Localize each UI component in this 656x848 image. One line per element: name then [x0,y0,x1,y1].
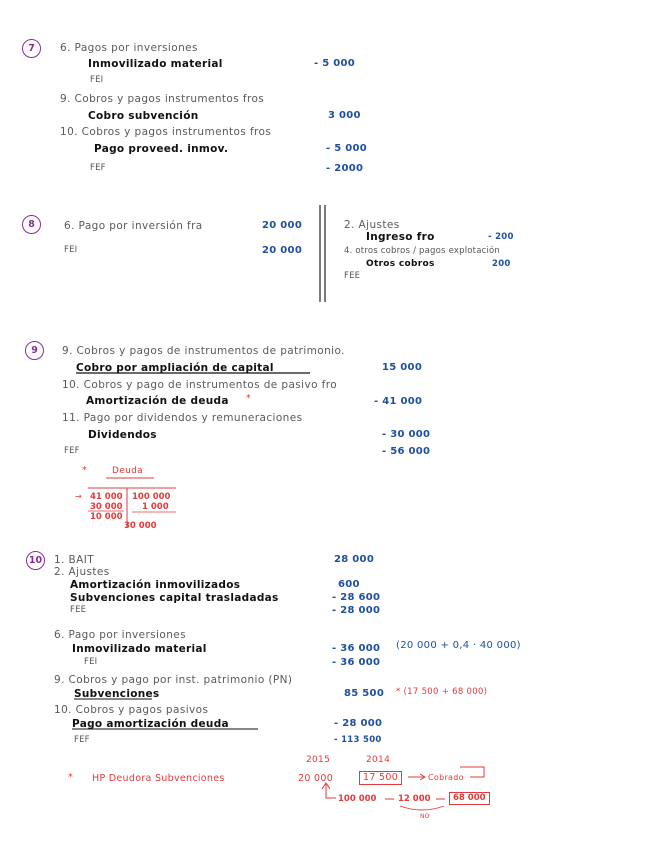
s8-right-5: FEE [344,271,361,281]
t-bottom: 30 000 [124,521,157,531]
t-account-star: * [82,465,88,476]
section-9-number: 9 [25,341,44,360]
s7-value-2: - 5 000 [314,58,356,69]
s10-line-10: Subvenciones [74,688,160,700]
hp-calc-1: 100 000 [338,794,377,804]
t-left-2: 30 000 [90,502,123,512]
s7-line-2: Inmovilizado material [88,58,223,70]
s10-value-13: - 113 500 [334,735,382,745]
s8-right-2: Ingreso fro [366,231,435,243]
hp-star: * [68,772,74,783]
s10-value-8: - 36 000 [332,657,381,668]
hp-value-2015: 20 000 [298,773,334,784]
s8-line-2: FEI [64,245,78,255]
s9-star: * [246,393,252,404]
s9-line-7: FEF [64,446,80,456]
t-left-1: 41 000 [90,492,123,502]
s8-right-4: Otros cobros [366,259,435,269]
s7-line-1: 6. Pagos por inversiones [60,42,198,54]
s10-line-1: 1. BAIT [54,554,95,566]
t-right-1: 100 000 [132,492,171,502]
section-10-number: 10 [26,551,45,570]
s7-value-8: - 2000 [326,163,364,174]
s10-value-10: 85 500 [344,688,385,699]
s10-line-3: Amortización inmovilizados [70,579,241,591]
hp-calc-3: 68 000 [449,792,490,805]
s9-line-2: Cobro por ampliación de capital [76,362,274,374]
s7-line-5: Cobro subvención [88,110,199,122]
hp-label: HP Deudora Subvenciones [92,773,225,784]
s8-right-value-4: 200 [492,259,511,269]
s8-value-2: 20 000 [262,245,303,256]
s8-right-1: 2. Ajustes [344,219,400,231]
hp-calc-subnote: NO [420,813,430,820]
s7-line-6: 10. Cobros y pagos instrumentos fros [60,126,272,138]
s8-value-1: 20 000 [262,220,303,231]
s8-right-3: 4. otros cobros / pagos explotación [344,246,501,256]
s10-line-5: FEE [70,605,87,615]
s10-line-13: FEF [74,735,90,745]
year-2015: 2015 [306,755,331,765]
s10-value-3: 600 [338,579,360,590]
s10-line-9: 9. Cobros y pago por inst. patrimonio (PN) [54,674,293,686]
s10-value-4: - 28 600 [332,592,381,603]
hp-calc-2: 12 000 [398,794,431,804]
year-2014: 2014 [366,755,391,765]
s7-value-7: - 5 000 [326,143,368,154]
s9-line-3: 10. Cobros y pago de instrumentos de pasivo fro [62,379,338,391]
s10-line-4: Subvenciones capital trasladadas [70,592,279,604]
s10-line-7: Inmovilizado material [72,643,207,655]
s9-line-4: Amortización de deuda [86,395,229,407]
section-8-number: 8 [22,215,41,234]
s7-line-7: Pago proveed. inmov. [94,143,229,155]
s8-line-1: 6. Pago por inversión fra [64,220,203,232]
s10-value-1: 28 000 [334,554,375,565]
s9-value-7: - 56 000 [382,446,431,457]
section-7-number: 7 [22,39,41,58]
s10-value-5: - 28 000 [332,605,381,616]
hp-cobrado: Cobrado [428,773,464,782]
s10-line-12: Pago amortización deuda [72,718,229,730]
s7-line-8: FEF [90,163,106,173]
s10-note-10: * (17 500 + 68 000) [396,687,488,697]
s10-note-7: (20 000 + 0,4 · 40 000) [396,640,521,651]
s7-line-4: 9. Cobros y pagos instrumentos fros [60,93,265,105]
s7-line-3: FEI [90,75,104,85]
notes-page: 7 6. Pagos por inversiones Inmovilizado material - 5 000 FEI 9. Cobros y pagos instrumentos fros Cobro subvención 3 000 10. Cobros y pagos instrumentos fros Pago proveed. inmov. - 5 000 FEF - 2000 8 6. Pago por inversión fra 20 000 FEI 20 000 2. Ajustes Ingreso fro - 200 4. otros cobros / pagos explotación Otros cobros 200 FEE 9 9. Cobros y pagos de instrumentos de patrimonio. Cobro por ampliación de capital 15 000 10. Cobros y pago de instrumentos de pasivo fro Amortización de deuda * - 41 000 11. Pago por dividendos y remuneraciones Dividendos - 30 000 FEF - 56 000 * Deuda → 41 000 30 000 10 000 100 000 1 000 30 000 10 1. BAIT 28 000 2. Ajustes Amortización inmovilizados 600 Subvenciones capital trasladadas - 28 600 FEE - 28 000 6. Pago por inversiones Inmovilizado material - 36 000 (20 000 + 0,4 · 40 000) FEI - 36 000 9. Cobros y pago por inst. patrimonio (PN) Subvenciones 85 500 * (17 500 + 68 000) 10. Cobros y pagos pasivos Pago amortización deuda - 28 000 FEF - 113 500 2015 2014 * HP Deudora Subvenciones 20 000 17 500 Cobrado 100 000 12 000 68 000 NO [0,0,656,848]
hp-value-2014: 17 500 [359,771,402,785]
s9-value-6: - 30 000 [382,429,431,440]
s7-value-5: 3 000 [328,110,361,121]
t-right-2: 1 000 [142,502,169,512]
s9-line-5: 11. Pago por dividendos y remuneraciones [62,412,303,424]
s9-line-1: 9. Cobros y pagos de instrumentos de patrimonio. [62,345,345,357]
s10-line-6: 6. Pago por inversiones [54,629,186,641]
s8-right-value-2: - 200 [488,232,514,242]
s9-line-6: Dividendos [88,429,157,441]
s10-line-2: 2. Ajustes [54,566,110,578]
s10-value-7: - 36 000 [332,643,381,654]
t-account-title: Deuda [112,466,143,476]
s9-value-4: - 41 000 [374,396,423,407]
s10-line-11: 10. Cobros y pagos pasivos [54,704,209,716]
s9-value-2: 15 000 [382,362,423,373]
s10-value-12: - 28 000 [334,718,383,729]
t-left-3: 10 000 [90,512,123,522]
s10-line-8: FEI [84,657,98,667]
